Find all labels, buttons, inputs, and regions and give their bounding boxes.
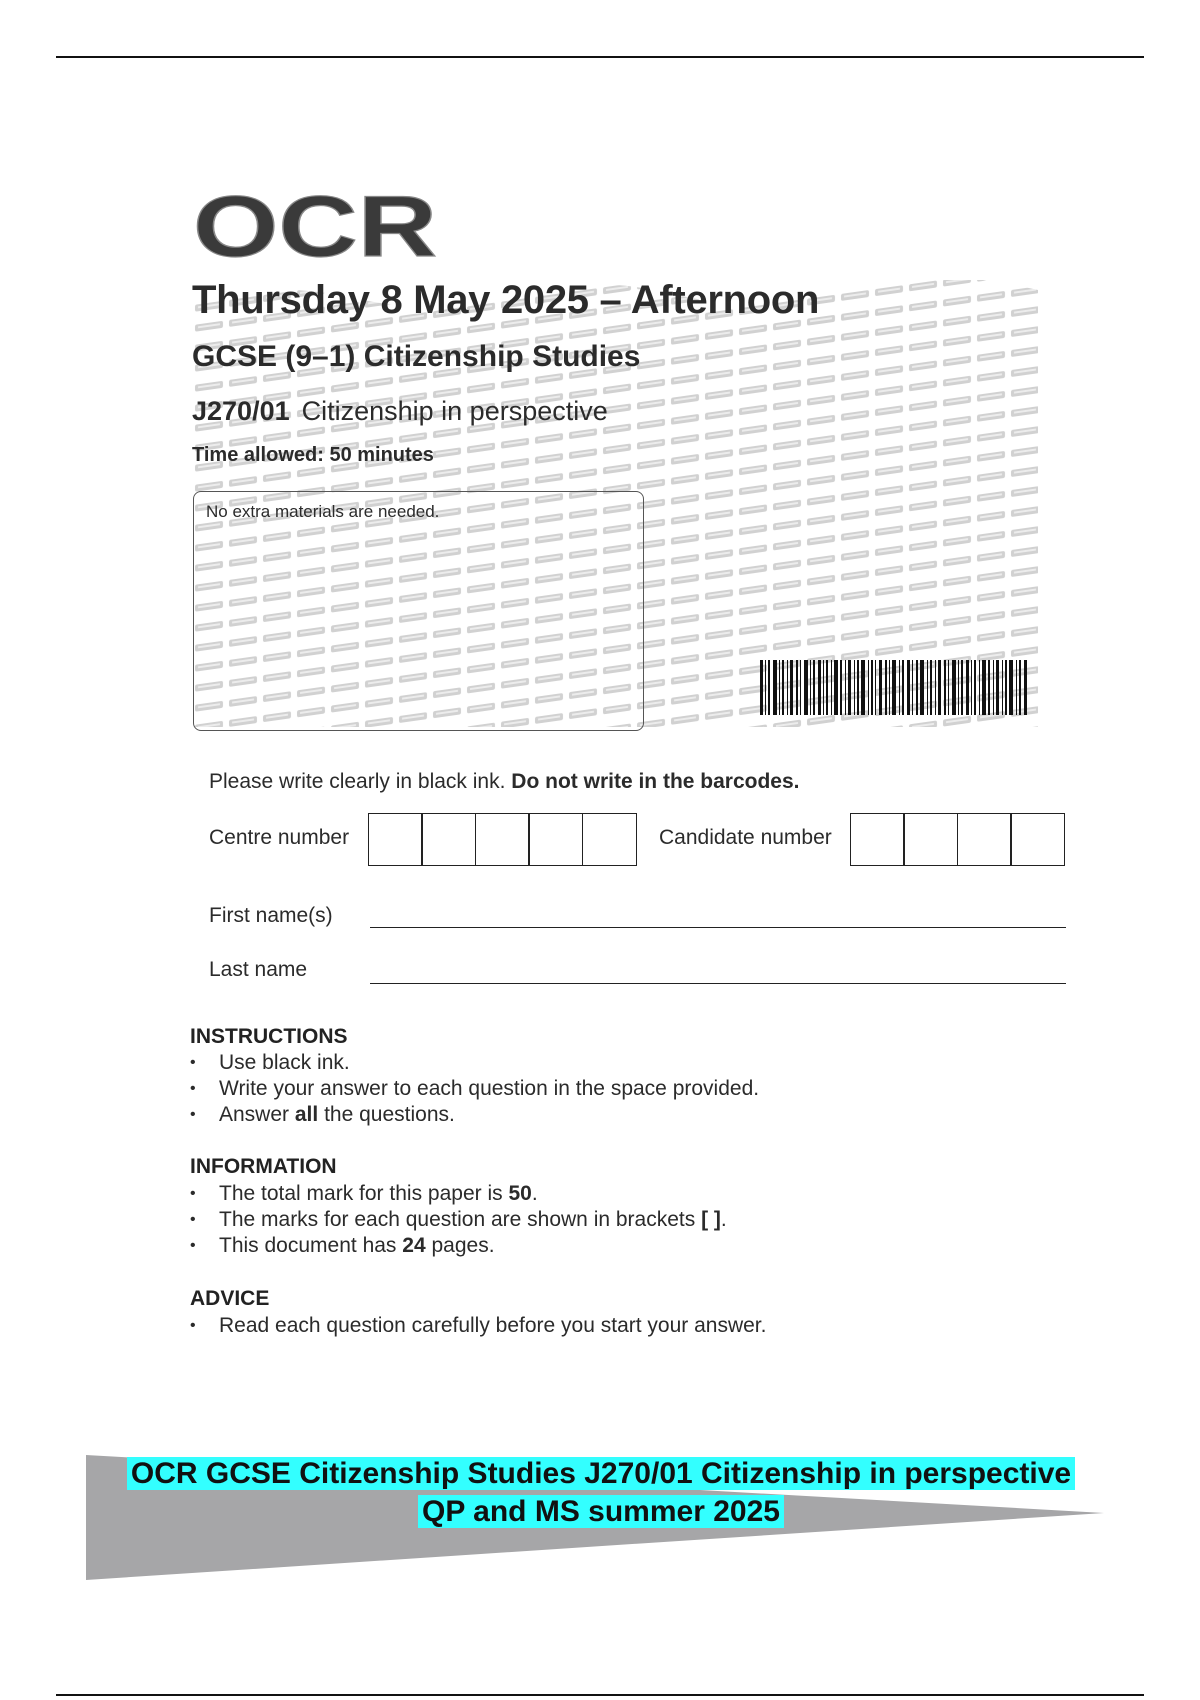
svg-text:OCR: OCR	[193, 188, 437, 268]
list-item: • Write your answer to each question in the space provided.	[190, 1076, 759, 1102]
instructions-list	[190, 1050, 759, 1128]
exam-date: Thursday 8 May 2025 – Afternoon	[192, 278, 820, 322]
list-item: • This document has 24 pages.	[190, 1233, 727, 1259]
last-name-label: Last name	[209, 958, 308, 981]
banner-line-2: QP and MS summer 2025	[418, 1495, 784, 1528]
top-rule	[56, 56, 1144, 58]
digit-box[interactable]	[903, 813, 958, 866]
form-note: Please write clearly in black ink. Do not write in the barcodes.	[209, 770, 800, 793]
instructions-title: INSTRUCTIONS	[190, 1025, 348, 1048]
advice-title: ADVICE	[190, 1287, 270, 1310]
list-item: • The marks for each question are shown in brackets [ ].	[190, 1207, 727, 1233]
materials-note: No extra materials are needed.	[206, 502, 440, 521]
first-name-line[interactable]	[370, 927, 1066, 928]
last-name-line[interactable]	[370, 983, 1066, 984]
ocr-logo	[193, 188, 439, 268]
centre-number-boxes[interactable]	[369, 813, 637, 866]
list-item: • Use black ink.	[190, 1050, 759, 1076]
barcode	[760, 660, 1028, 715]
candidate-number-label: Candidate number	[659, 826, 832, 849]
subject-title: GCSE (9–1) Citizenship Studies	[192, 340, 641, 373]
first-name-label: First name(s)	[209, 904, 333, 927]
list-item: • Answer all the questions.	[190, 1102, 759, 1128]
time-allowed: Time allowed: 50 minutes	[192, 444, 434, 466]
digit-box[interactable]	[421, 813, 476, 866]
paper-title: Citizenship in perspective	[301, 396, 608, 426]
centre-number-label: Centre number	[209, 826, 350, 849]
bottom-rule	[56, 1694, 1144, 1696]
digit-box[interactable]	[368, 813, 423, 866]
paper-heading	[192, 396, 608, 427]
list-item: • The total mark for this paper is 50.	[190, 1181, 727, 1207]
advice-list	[190, 1313, 766, 1339]
digit-box[interactable]	[582, 813, 637, 866]
candidate-number-boxes[interactable]	[851, 813, 1065, 866]
banner-line-1: OCR GCSE Citizenship Studies J270/01 Citizenship in perspective	[127, 1457, 1075, 1490]
paper-code: J270/01	[192, 396, 290, 426]
list-item: • Read each question carefully before you start your answer.	[190, 1313, 766, 1339]
digit-box[interactable]	[475, 813, 530, 866]
materials-box	[193, 491, 644, 731]
digit-box[interactable]	[850, 813, 905, 866]
digit-box[interactable]	[1010, 813, 1065, 866]
digit-box[interactable]	[528, 813, 583, 866]
digit-box[interactable]	[957, 813, 1012, 866]
document-banner	[86, 1455, 1116, 1531]
information-title: INFORMATION	[190, 1155, 337, 1178]
information-list	[190, 1181, 727, 1259]
